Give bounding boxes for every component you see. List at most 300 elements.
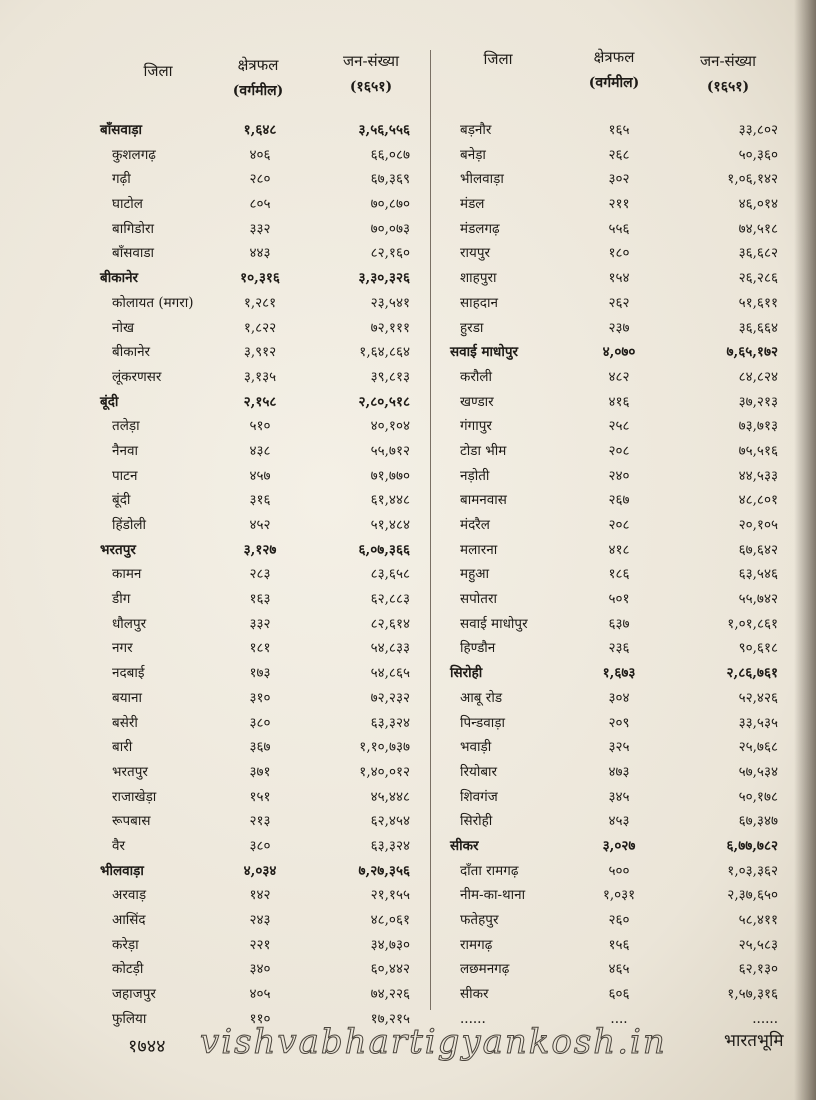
district-name: सवाई माधोपुर xyxy=(450,344,519,361)
table-row xyxy=(0,291,430,316)
area-value: .... xyxy=(610,1010,628,1027)
table-row xyxy=(434,217,794,242)
district-name: घाटोल xyxy=(112,196,143,213)
page-edge-shadow xyxy=(794,0,816,1100)
district-name: नड़ोती xyxy=(460,467,490,484)
table-row xyxy=(0,143,430,168)
district-name: रियोबार xyxy=(460,763,498,780)
area-value: ४३८ xyxy=(249,442,271,459)
population-value: ६३,३२४ xyxy=(370,714,410,731)
population-value: ४६,०१४ xyxy=(738,196,778,213)
table-row xyxy=(434,957,794,982)
population-value: ६२,४५४ xyxy=(370,813,410,830)
table-row xyxy=(434,439,794,464)
district-name: कोलायत (मगरा) xyxy=(112,294,194,311)
population-value: १,५७,३१६ xyxy=(727,986,778,1003)
area-value: १४२ xyxy=(249,887,271,904)
population-value: ७४,२२६ xyxy=(370,986,410,1003)
table-row xyxy=(0,167,430,192)
district-name: बनेड़ा xyxy=(460,146,486,163)
population-value: ४८,०६१ xyxy=(370,912,410,928)
population-value: ८३,६५८ xyxy=(370,566,410,583)
area-value: ४६५ xyxy=(608,961,630,978)
population-value: ४४,५३३ xyxy=(738,467,778,484)
district-name: नीम-का-थाना xyxy=(460,887,526,904)
table-row xyxy=(0,636,430,661)
page-number: १७४४ xyxy=(128,1036,166,1057)
district-name: सवाई माधोपुर xyxy=(460,615,528,632)
area-value: ३,१२७ xyxy=(243,541,277,558)
district-name: हिंडोली xyxy=(112,517,147,533)
table-row xyxy=(434,587,794,612)
area-value: १,६४८ xyxy=(243,122,277,138)
table-row xyxy=(0,686,430,711)
population-value: ६६,०८७ xyxy=(370,146,410,163)
district-row xyxy=(434,834,794,859)
district-name: फुलिया xyxy=(112,1010,147,1027)
district-name: मलारना xyxy=(460,541,498,558)
area-value: ५०० xyxy=(608,862,630,879)
population-value: ७,२७,३५६ xyxy=(358,862,410,879)
population-value: १,०३,३६२ xyxy=(727,862,778,879)
area-value: ४४३ xyxy=(249,245,271,262)
area-value: ३१६ xyxy=(249,492,271,509)
area-value: ४५७ xyxy=(249,467,271,484)
population-value: २५,७६८ xyxy=(738,739,778,756)
area-value: २५८ xyxy=(608,418,630,435)
population-value: ...... xyxy=(752,1010,778,1027)
population-value: ८४,८२४ xyxy=(738,368,778,385)
district-name: साहदान xyxy=(460,294,498,311)
area-value: ४०६ xyxy=(249,146,271,163)
population-value: ६३,५४६ xyxy=(738,566,778,583)
population-value: ३६,६६४ xyxy=(738,319,778,336)
area-value: ५५६ xyxy=(608,220,630,237)
table-row xyxy=(434,562,794,587)
population-value: १,०६,१४२ xyxy=(727,171,778,188)
district-name: सपोतरा xyxy=(460,591,498,608)
population-value: ७२,१११ xyxy=(370,319,410,336)
population-value: ५१,६११ xyxy=(738,294,778,311)
table-row xyxy=(0,612,430,637)
population-value: ७३,७१३ xyxy=(738,418,778,435)
table-row xyxy=(434,735,794,760)
area-value: २१३ xyxy=(249,813,271,830)
district-name: करौली xyxy=(460,368,493,385)
area-value: ४५२ xyxy=(249,517,271,533)
district-name: खण्डार xyxy=(460,393,494,410)
population-value: ६,७७,७८२ xyxy=(726,837,778,854)
table-row xyxy=(0,488,430,513)
district-name: टोडा भीम xyxy=(460,442,507,459)
district-name: बामनवास xyxy=(460,492,507,509)
district-name: मंदरैल xyxy=(460,517,490,533)
district-name: नदबाई xyxy=(112,665,145,682)
district-name: भवाड़ी xyxy=(460,739,492,756)
district-name: भीलवाड़ा xyxy=(100,862,144,879)
table-row xyxy=(434,266,794,291)
district-name: रूपबास xyxy=(112,813,151,830)
district-name: आसिंद xyxy=(112,912,146,928)
population-value: २६,२८६ xyxy=(738,270,778,287)
table-row xyxy=(434,809,794,834)
district-name: डीग xyxy=(112,591,131,608)
area-value: ४०५ xyxy=(249,986,271,1003)
table-row xyxy=(434,414,794,439)
table-row xyxy=(0,809,430,834)
population-value: ३,५६,५५६ xyxy=(358,122,410,138)
area-value: ४५३ xyxy=(608,813,630,830)
table-row xyxy=(0,785,430,810)
population-value: ७,६५,१७२ xyxy=(726,344,778,361)
district-row xyxy=(0,538,430,563)
table-row xyxy=(434,883,794,908)
district-name: सिरोही xyxy=(450,665,483,682)
district-name: पिन्डवाड़ा xyxy=(460,714,505,731)
population-value: ५४,८३३ xyxy=(370,640,410,657)
district-name: भरतपुर xyxy=(112,763,148,780)
population-value: ७२,२३२ xyxy=(370,689,410,706)
area-value: २६० xyxy=(608,912,630,928)
district-name: धौलपुर xyxy=(112,615,147,632)
district-name: वैर xyxy=(112,837,126,854)
district-name: रायपुर xyxy=(460,245,491,262)
district-name: शाहपुरा xyxy=(460,270,497,287)
district-row xyxy=(434,340,794,365)
area-value: १,०३१ xyxy=(602,887,636,904)
population-value: २,८६,७६१ xyxy=(726,665,778,682)
population-value: ६२,८८३ xyxy=(370,591,410,608)
district-name: आबू रोड xyxy=(460,689,503,706)
table-row xyxy=(0,735,430,760)
population-value: ७५,५१६ xyxy=(738,442,778,459)
population-value: १७,२१५ xyxy=(370,1010,410,1027)
district-name: कोटड़ी xyxy=(112,961,144,978)
district-name: जहाजपुर xyxy=(112,986,156,1003)
population-value: ७०,०७३ xyxy=(370,220,410,237)
table-row xyxy=(434,143,794,168)
population-value: २,८०,५१८ xyxy=(358,393,410,410)
population-value: ३७,२१३ xyxy=(738,393,778,410)
district-row xyxy=(0,859,430,884)
population-value: ५७,५३४ xyxy=(738,763,778,780)
area-value: १,२८१ xyxy=(243,294,277,311)
left-header-area: क्षेत्रफल (वर्गमील) xyxy=(232,56,284,99)
table-row xyxy=(434,241,794,266)
district-name: हुरडा xyxy=(460,319,484,336)
table-row xyxy=(434,167,794,192)
district-name: लूंकरणसर xyxy=(112,368,162,385)
area-value: ३८० xyxy=(249,714,271,731)
area-value: ३०४ xyxy=(608,689,630,706)
area-value: ११० xyxy=(249,1010,271,1027)
area-value: ६३७ xyxy=(608,615,630,632)
table-row xyxy=(0,933,430,958)
population-value: ४५,४४८ xyxy=(370,788,410,805)
area-value: ३३२ xyxy=(249,615,271,632)
district-name: नैनवा xyxy=(112,442,138,459)
area-value: १८६ xyxy=(608,566,630,583)
district-name: सीकर xyxy=(460,986,489,1003)
population-value: १,४०,०१२ xyxy=(359,763,410,780)
district-name: करेड़ा xyxy=(112,936,139,953)
population-value: १,०१,८६१ xyxy=(727,615,778,632)
column-divider xyxy=(430,50,431,1010)
area-value: ४७३ xyxy=(608,763,630,780)
table-row xyxy=(0,760,430,785)
population-value: ५५,७४२ xyxy=(738,591,778,608)
watermark-text: vishvabhartigyankosh.in xyxy=(200,1022,667,1062)
district-name: अरवाड़ xyxy=(112,887,147,904)
population-value: ५८,४११ xyxy=(738,912,778,928)
district-name: लछमनगढ़ xyxy=(460,961,510,978)
table-row xyxy=(434,686,794,711)
table-row xyxy=(434,316,794,341)
district-name: भरतपुर xyxy=(100,541,136,558)
population-value: ५२,४२६ xyxy=(738,689,778,706)
table-row xyxy=(0,192,430,217)
area-value: १६५ xyxy=(608,122,630,138)
area-value: ४१८ xyxy=(608,541,630,558)
area-value: ३६७ xyxy=(249,739,271,756)
area-value: ५१० xyxy=(249,418,271,435)
table-row xyxy=(0,711,430,736)
district-name: नोख xyxy=(112,319,135,336)
table-row xyxy=(0,241,430,266)
table-row xyxy=(434,513,794,538)
population-value: २५,५८३ xyxy=(738,936,778,953)
area-value: ४१६ xyxy=(608,393,630,410)
table-row xyxy=(0,587,430,612)
table-row xyxy=(434,933,794,958)
area-value: १७३ xyxy=(249,665,271,682)
table-row xyxy=(434,636,794,661)
table-row xyxy=(0,464,430,489)
district-name: रामगढ़ xyxy=(460,936,493,953)
population-value: ४०,१०४ xyxy=(370,418,410,435)
left-header-district: जिला xyxy=(143,62,173,80)
table-row xyxy=(434,982,794,1007)
table-row xyxy=(0,316,430,341)
district-name: गंगापुर xyxy=(460,418,492,435)
area-value: ३,९१२ xyxy=(243,344,277,361)
district-name: मंडल xyxy=(460,196,485,213)
district-name: गढ़ी xyxy=(112,171,131,188)
area-value: ३४० xyxy=(249,961,271,978)
table-row xyxy=(434,760,794,785)
population-value: १,१०,७३७ xyxy=(359,739,410,756)
area-value: १८० xyxy=(608,245,630,262)
district-row xyxy=(0,118,430,143)
population-value: ७०,८७० xyxy=(370,196,410,213)
area-value: १६३ xyxy=(249,591,271,608)
district-name: बारी xyxy=(112,739,133,756)
area-value: ३,०२७ xyxy=(602,837,636,854)
right-header-district: जिला xyxy=(483,50,513,68)
area-value: ४८२ xyxy=(608,368,630,385)
district-name: बाँसवाडा xyxy=(112,245,155,262)
area-value: १०,३१६ xyxy=(240,270,280,287)
table-row xyxy=(434,488,794,513)
area-value: ५०१ xyxy=(608,591,630,608)
area-value: २६८ xyxy=(608,146,630,163)
table-row xyxy=(0,957,430,982)
area-value: ४,०७० xyxy=(602,344,636,361)
area-value: ३८० xyxy=(249,837,271,854)
population-value: २,३७,६५० xyxy=(727,887,778,904)
population-value: ५५,७१२ xyxy=(370,442,410,459)
area-value: १५१ xyxy=(249,788,271,805)
population-value: ७४,५१८ xyxy=(738,220,778,237)
population-value: २३,५४१ xyxy=(370,294,410,311)
district-name: तलेड़ा xyxy=(112,418,140,435)
district-name: बयाना xyxy=(112,689,143,706)
population-value: ३,३०,३२६ xyxy=(358,270,410,287)
area-value: ६०६ xyxy=(608,986,630,1003)
area-value: १५६ xyxy=(608,936,630,953)
district-name: दाँता रामगढ़ xyxy=(460,862,519,879)
district-row xyxy=(0,390,430,415)
population-value: ३६,६८२ xyxy=(738,245,778,262)
left-rows xyxy=(0,118,430,1031)
population-value: ७१,७७० xyxy=(370,467,410,484)
right-header-area: क्षेत्रफल (वर्गमील) xyxy=(588,48,640,91)
area-value: २११ xyxy=(608,196,630,213)
population-value: ६,०७,३६६ xyxy=(358,541,410,558)
area-value: ८०५ xyxy=(249,196,271,213)
table-row xyxy=(434,612,794,637)
area-value: १५४ xyxy=(608,270,630,287)
area-value: ३४५ xyxy=(608,788,630,805)
district-name: बागिडोरा xyxy=(112,220,155,237)
table-row xyxy=(434,291,794,316)
population-value: ५४,८६५ xyxy=(370,665,410,682)
table-row xyxy=(0,834,430,859)
district-name: हिण्डौन xyxy=(460,640,496,657)
table-row xyxy=(434,365,794,390)
area-value: १,८२२ xyxy=(243,319,277,336)
area-value: २३६ xyxy=(608,640,630,657)
area-value: ३३२ xyxy=(249,220,271,237)
population-value: ६०,४४२ xyxy=(370,961,410,978)
left-header-population: जन-संख्या (१६५१) xyxy=(342,52,400,95)
area-value: २२१ xyxy=(249,936,271,953)
population-value: ६७,६४२ xyxy=(738,541,778,558)
population-value: ६१,४४८ xyxy=(370,492,410,509)
district-name: बीकानेर xyxy=(112,344,151,361)
district-name: बड़नौर xyxy=(460,122,492,138)
district-row xyxy=(0,266,430,291)
table-row xyxy=(434,859,794,884)
population-value: २०,१०५ xyxy=(738,517,778,533)
area-value: ३,१३५ xyxy=(243,368,277,385)
district-name: फतेहपुर xyxy=(460,912,499,928)
population-value: ८२,६१४ xyxy=(370,615,410,632)
table-row xyxy=(0,982,430,1007)
population-value: ३३,८०२ xyxy=(738,122,778,138)
district-name: भीलवाड़ा xyxy=(460,171,504,188)
population-value: ५०,१७८ xyxy=(738,788,778,805)
area-value: १८१ xyxy=(249,640,271,657)
district-name: बाँसवाड़ा xyxy=(100,122,143,138)
table-row xyxy=(0,562,430,587)
district-name: राजाखेड़ा xyxy=(112,788,157,805)
area-value: २,१५८ xyxy=(243,393,277,410)
table-row xyxy=(0,414,430,439)
table-row xyxy=(0,661,430,686)
table-row xyxy=(434,192,794,217)
area-value: २०८ xyxy=(608,442,630,459)
district-name: बीकानेर xyxy=(100,270,139,287)
area-value: २८० xyxy=(249,171,271,188)
district-name: सीकर xyxy=(450,837,479,854)
area-value: २०८ xyxy=(608,517,630,533)
area-value: २३७ xyxy=(608,319,630,336)
table-row xyxy=(0,513,430,538)
right-header-population: जन-संख्या (१६५१) xyxy=(699,52,757,95)
table-row xyxy=(0,340,430,365)
area-value: २०९ xyxy=(608,714,630,731)
district-name: ...... xyxy=(460,1010,486,1027)
area-value: ३२५ xyxy=(608,739,630,756)
population-value: ५०,३६० xyxy=(738,146,778,163)
right-table xyxy=(434,0,794,1100)
table-row xyxy=(0,883,430,908)
table-row xyxy=(0,365,430,390)
population-value: ६७,३४७ xyxy=(738,813,778,830)
table-row xyxy=(434,118,794,143)
area-value: ३०२ xyxy=(608,171,630,188)
table-row xyxy=(0,439,430,464)
district-name: शिवगंज xyxy=(460,788,498,805)
table-row xyxy=(0,908,430,933)
area-value: २८३ xyxy=(249,566,271,583)
population-value: ६३,३२४ xyxy=(370,837,410,854)
area-value: २४० xyxy=(608,467,630,484)
population-value: ८२,१६० xyxy=(370,245,410,262)
district-name: पाटन xyxy=(112,467,138,484)
table-row xyxy=(434,390,794,415)
district-name: कुशलगढ़ xyxy=(112,146,156,163)
table-row xyxy=(0,217,430,242)
area-value: ३७१ xyxy=(249,763,271,780)
district-name: मंडलगढ़ xyxy=(460,220,500,237)
population-value: ३४,७३० xyxy=(370,936,410,953)
district-row xyxy=(434,661,794,686)
district-name: कामन xyxy=(112,566,142,583)
table-row xyxy=(434,785,794,810)
population-value: ६७,३६९ xyxy=(370,171,410,188)
area-value: २४३ xyxy=(249,912,271,928)
population-value: ४८,८०१ xyxy=(738,492,778,509)
population-value: ६२,१३० xyxy=(738,961,778,978)
table-row xyxy=(434,538,794,563)
district-name: नगर xyxy=(112,640,133,657)
district-name: महुआ xyxy=(460,566,490,583)
population-value: २१,१५५ xyxy=(370,887,410,904)
population-value: ३३,५३५ xyxy=(738,714,778,731)
population-value: ५१,४८४ xyxy=(370,517,410,533)
population-value: १,६४,८६४ xyxy=(359,344,410,361)
district-name: सिरोही xyxy=(460,813,493,830)
population-value: ३९,८१३ xyxy=(370,368,410,385)
area-value: २६२ xyxy=(608,294,630,311)
running-title: भारतभूमि xyxy=(724,1031,784,1051)
district-name: बूंदी xyxy=(112,492,131,509)
table-row xyxy=(434,908,794,933)
population-value: ९०,६१८ xyxy=(738,640,778,657)
table-row xyxy=(434,464,794,489)
